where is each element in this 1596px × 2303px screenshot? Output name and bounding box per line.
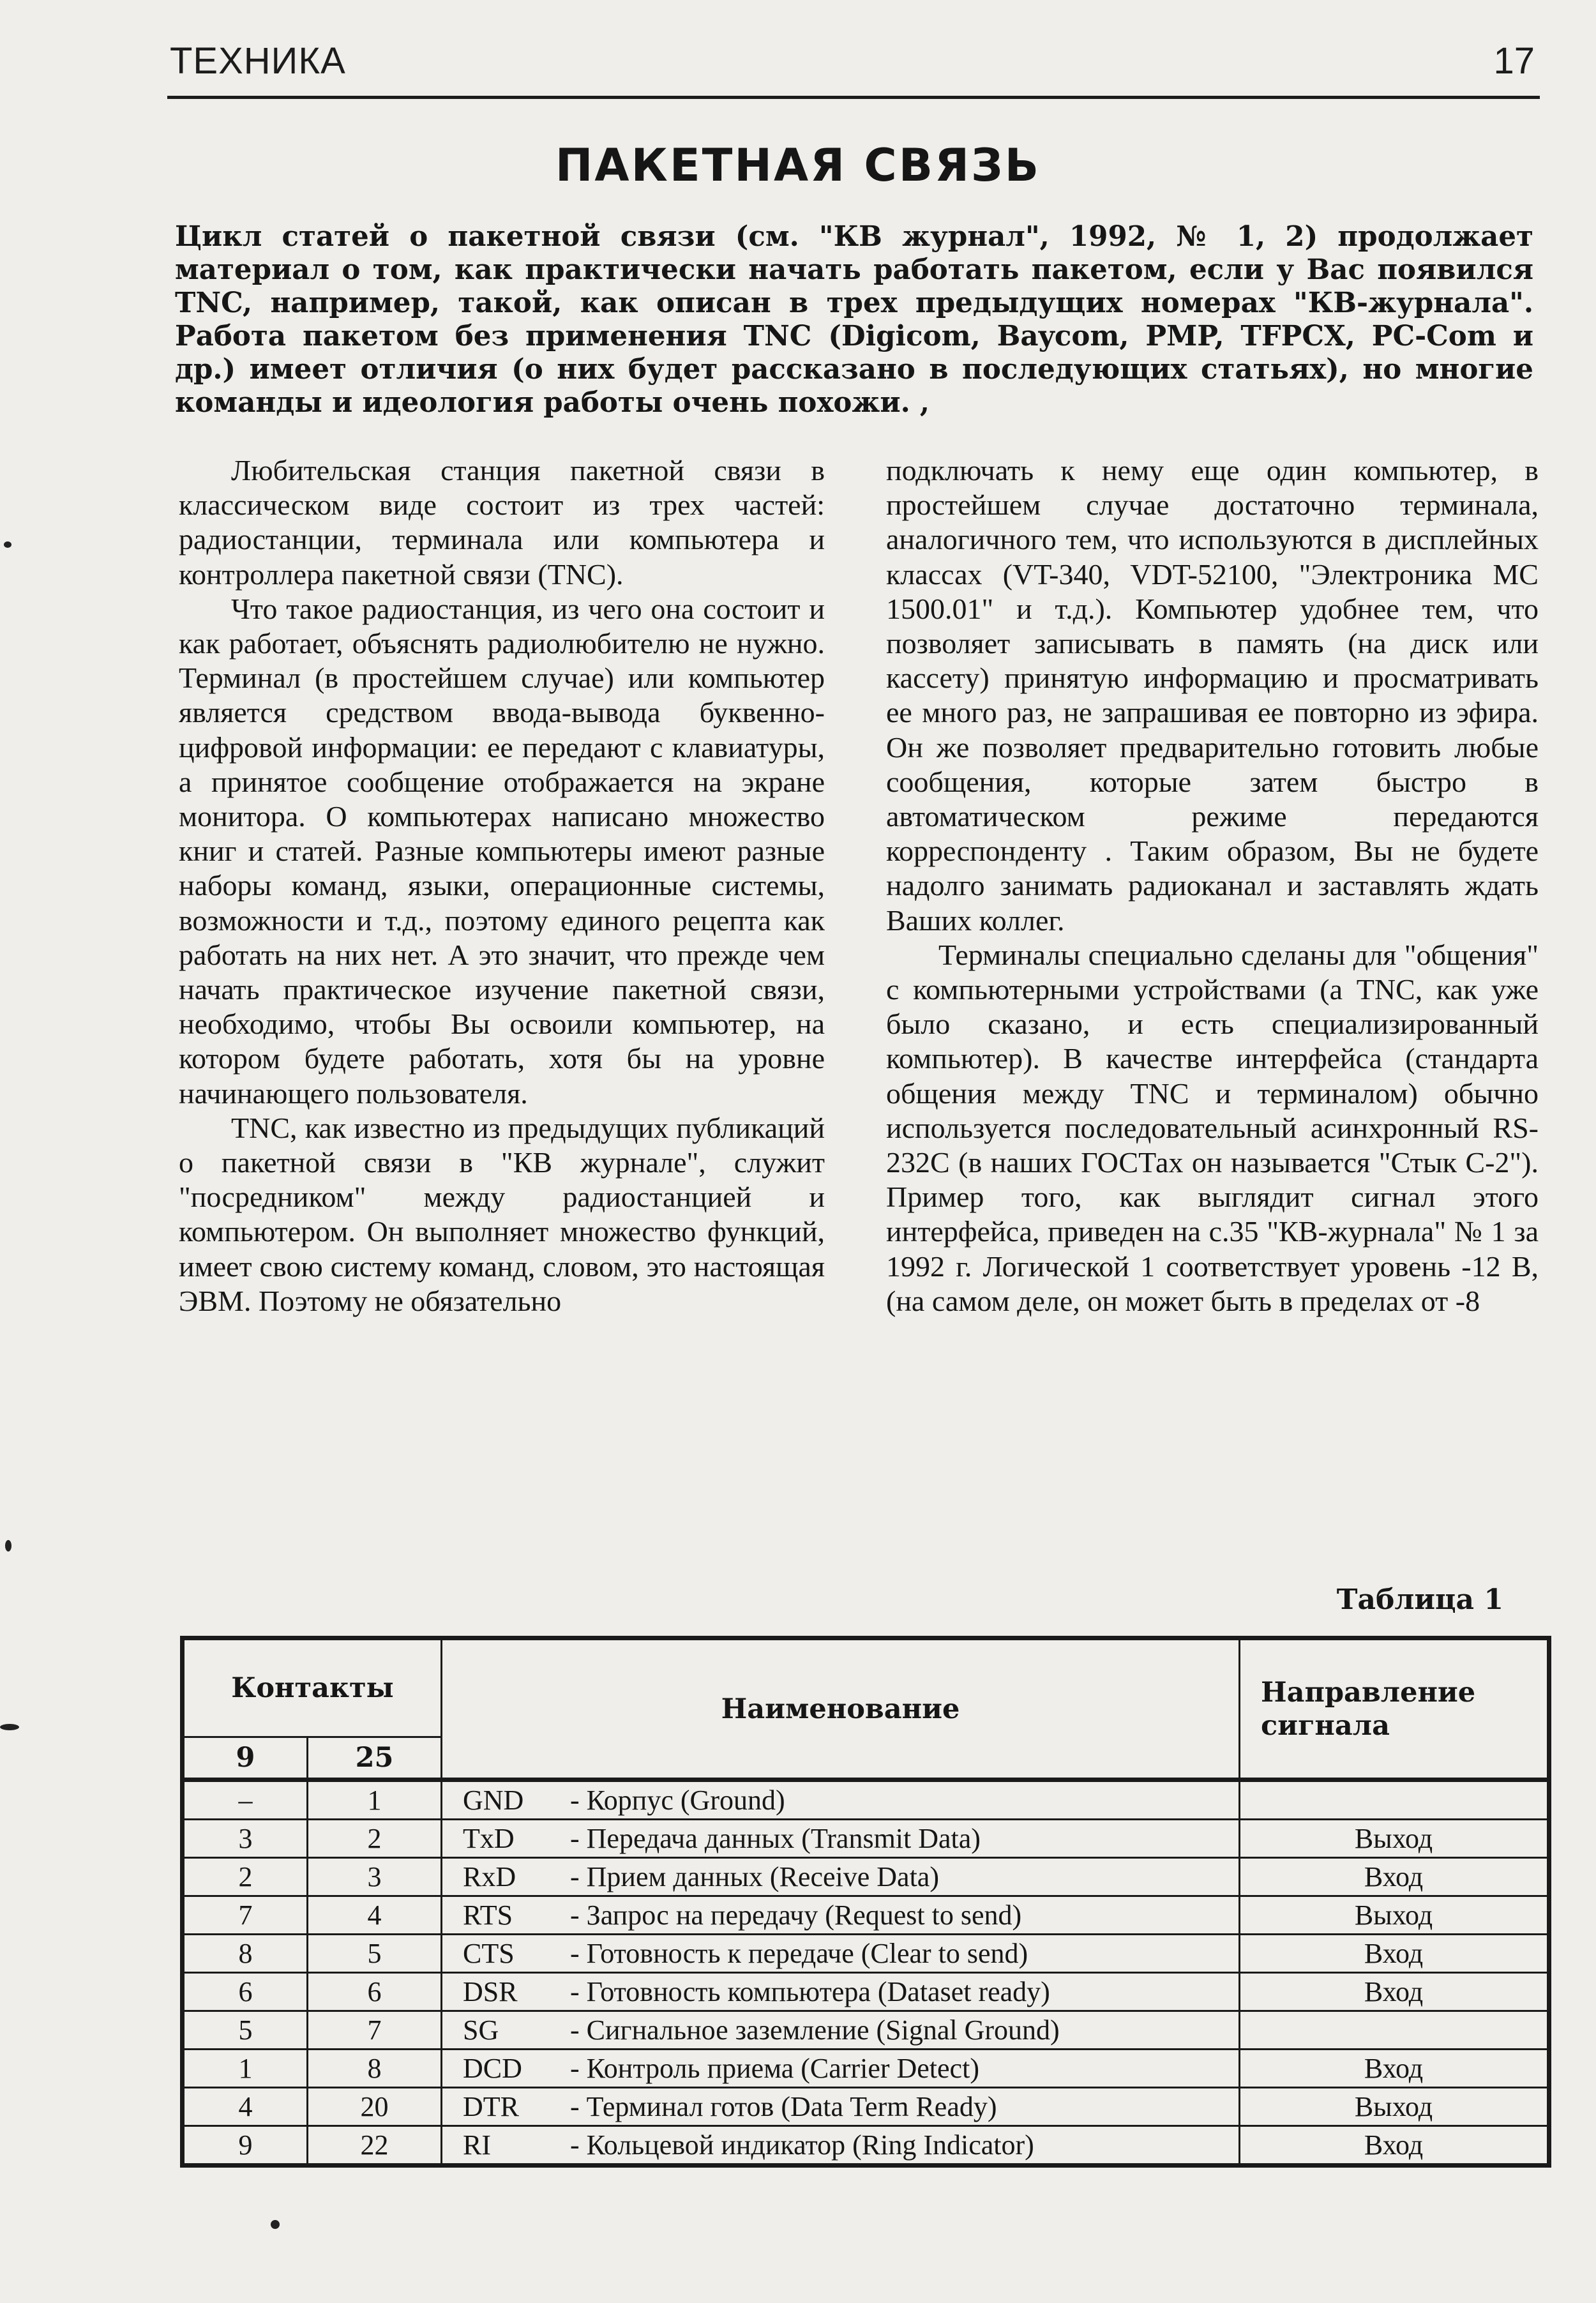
signal-direction: Вход [1240, 1973, 1549, 2011]
db25-pin: 8 [308, 2050, 442, 2088]
db25-pin: 6 [308, 1973, 442, 2011]
signal-name [442, 1780, 1240, 1820]
signal-name [442, 2126, 1240, 2166]
signal-mnemonic: DSR [463, 1975, 518, 2007]
db9-pin: 6 [183, 1973, 308, 2011]
signal-direction [1240, 1780, 1549, 1820]
table-row [183, 1780, 1549, 1820]
signal-mnemonic: RxD [463, 1861, 516, 1892]
signal-name [442, 1820, 1240, 1858]
db9-pin: 8 [183, 1935, 308, 1973]
signal-mnemonic: CTS [463, 1937, 515, 1969]
db25-pin: 3 [308, 1858, 442, 1896]
db25-pin: 1 [308, 1780, 442, 1820]
signal-name [442, 1973, 1240, 2011]
scan-speck [5, 1540, 11, 1552]
signal-mnemonic: DCD [463, 2052, 522, 2084]
paragraph: подключать к нему еще один компьютер, в простейшем случае достаточно терминала, аналогичного тем, что используются в дисплейных классах (VT-340, VDT-52100, "Электроника МС 1500.01" и т.д.). Компьютер удобнее тем, что позволяет записывать в память (на диск или кассету) принятую информацию и просматривать ее много раз, не запрашивая ее повторно из эфира. Он же позволяет предварительно готовить любые сообщения, которые затем быстро в автоматическом режиме передаются корреспонденту . Таким образом, Вы не будете надолго занимать радиоканал и заставлять ждать Ваших коллег. [886, 454, 1539, 937]
signal-direction: Вход [1240, 1935, 1549, 1973]
signal-name [442, 2050, 1240, 2088]
rs232-signal-table [180, 1636, 1551, 2168]
db9-pin: 9 [183, 2126, 308, 2166]
db9-pin: 2 [183, 1858, 308, 1896]
db9-header: 9 [183, 1737, 308, 1780]
signal-description: - Кольцевой индикатор (Ring Indicator) [570, 2129, 1034, 2161]
scan-speck [0, 1724, 19, 1730]
signal-mnemonic: DTR [463, 2090, 519, 2122]
table-row [183, 1858, 1549, 1896]
db9-pin: – [183, 1780, 308, 1820]
db25-pin: 7 [308, 2011, 442, 2050]
table-row [183, 1896, 1549, 1935]
left-column [179, 453, 825, 1318]
paragraph: TNC, как известно из предыдущих публикаций о пакетной связи в "КВ журнале", служит "посредником" между радиостанцией и компьютером. Он выполняет множество функций, имеет свою систему команд, словом, это настоящая ЭВМ. Поэтому не обязательно [179, 1111, 825, 1317]
signal-description: - Передача данных (Transmit Data) [570, 1822, 981, 1854]
contacts-header: Контакты [183, 1638, 442, 1737]
signal-mnemonic: RI [463, 2129, 491, 2161]
table-row [183, 2050, 1549, 2088]
db25-header: 25 [308, 1737, 442, 1780]
scan-speck [4, 541, 11, 548]
signal-description: - Контроль приема (Carrier Detect) [570, 2052, 979, 2084]
signal-direction [1240, 2011, 1549, 2050]
db9-pin: 7 [183, 1896, 308, 1935]
db9-pin: 4 [183, 2088, 308, 2126]
signal-description: - Запрос на передачу (Request to send) [570, 1899, 1022, 1931]
db9-pin: 5 [183, 2011, 308, 2050]
signal-direction: Выход [1240, 1896, 1549, 1935]
signal-direction: Выход [1240, 1820, 1549, 1858]
signal-description: - Корпус (Ground) [570, 1784, 785, 1816]
direction-header: Направление сигнала [1240, 1638, 1549, 1780]
table-row [183, 1935, 1549, 1973]
table-row [183, 1973, 1549, 2011]
signal-mnemonic: RTS [463, 1899, 513, 1931]
signal-description: - Готовность к передаче (Clear to send) [570, 1937, 1028, 1969]
db25-pin: 20 [308, 2088, 442, 2126]
signal-description: - Терминал готов (Data Term Ready) [570, 2090, 997, 2122]
signal-direction: Вход [1240, 1858, 1549, 1896]
name-header: Наименование [442, 1638, 1240, 1780]
article-title: ПАКЕТНАЯ СВЯЗЬ [555, 139, 1041, 192]
scan-speck [271, 2220, 280, 2229]
table-row [183, 2011, 1549, 2050]
table-row [183, 2088, 1549, 2126]
signal-mnemonic: SG [463, 2014, 499, 2046]
right-column [886, 453, 1539, 1318]
signal-name [442, 1896, 1240, 1935]
signal-mnemonic: TxD [463, 1822, 515, 1854]
article-lead: Цикл статей о пакетной связи (см. "КВ журнал", 1992, № 1, 2) продолжает материал о том, как практически начать работать пакетом, если у Вас появился TNC, например, такой, как описан в трех предыдущих номерах "КВ-журнала". Работа пакетом без применения TNC (Digicom, Baycom, PMP, TFPCX, PC-Com и др.) имеет отличия (о них будет рассказано в последующих статьях), но многие команды и идеология работы очень похожи. , [175, 220, 1533, 419]
db25-pin: 4 [308, 1896, 442, 1935]
paragraph: Терминалы специально сделаны для "общения" с компьютерными устройствами (а TNC, как уже было сказано, и есть специализированный компьютер). В качестве интерфейса (стандарта общения между TNC и терминалом) обычно используется последовательный асинхронный RS-232C (в наших ГОСТах он называется "Стык С-2"). Пример того, как выглядит сигнал этого интерфейса, приведен на с.35 "КВ-журнала" № 1 за 1992 г. Логической 1 соответствует уровень -12 В, (на самом деле, он может быть в пределах от -8 [886, 938, 1539, 1317]
signal-direction: Выход [1240, 2088, 1549, 2126]
signal-name [442, 2011, 1240, 2050]
paragraph: Любительская станция пакетной связи в классическом виде состоит из трех частей: радиостанции, терминала или компьютера и контроллера пакетной связи (TNC). [179, 454, 825, 591]
signal-name [442, 2088, 1240, 2126]
paragraph: Что такое радиостанция, из чего она состоит и как работает, объяснять радиолюбителю не нужно. Терминал (в простейшем случае) или компьютер является средством ввода-вывода буквенно-цифровой информации: ее передают с клавиатуры, а принятое сообщение отображается на экране монитора. О компьютерах написано множество книг и статей. Разные компьютеры имеют разные наборы команд, языки, операционные системы, возможности и т.д., поэтому единого рецепта как работать на них нет. А это значит, что прежде чем начать практическое изучение пакетной связи, необходимо, чтобы Вы освоили компьютер, на котором будете работать, хотя бы на уровне начинающего пользователя. [179, 592, 825, 1110]
db25-pin: 22 [308, 2126, 442, 2166]
section-name: ТЕХНИКА [170, 40, 346, 82]
signal-name [442, 1935, 1240, 1973]
db25-pin: 5 [308, 1935, 442, 1973]
table-row [183, 1820, 1549, 1858]
signal-direction: Вход [1240, 2126, 1549, 2166]
table-row [183, 2126, 1549, 2166]
table-body [183, 1780, 1549, 2166]
signal-name [442, 1858, 1240, 1896]
signal-direction: Вход [1240, 2050, 1549, 2088]
table-caption: Таблица 1 [1336, 1583, 1503, 1616]
signal-mnemonic: GND [463, 1784, 524, 1816]
running-header [167, 37, 1540, 99]
db9-pin: 1 [183, 2050, 308, 2088]
signal-description: - Сигнальное заземление (Signal Ground) [570, 2014, 1060, 2046]
db9-pin: 3 [183, 1820, 308, 1858]
page-number: 17 [1493, 40, 1535, 82]
signal-description: - Прием данных (Receive Data) [570, 1861, 939, 1892]
db25-pin: 2 [308, 1820, 442, 1858]
signal-description: - Готовность компьютера (Dataset ready) [570, 1975, 1050, 2007]
